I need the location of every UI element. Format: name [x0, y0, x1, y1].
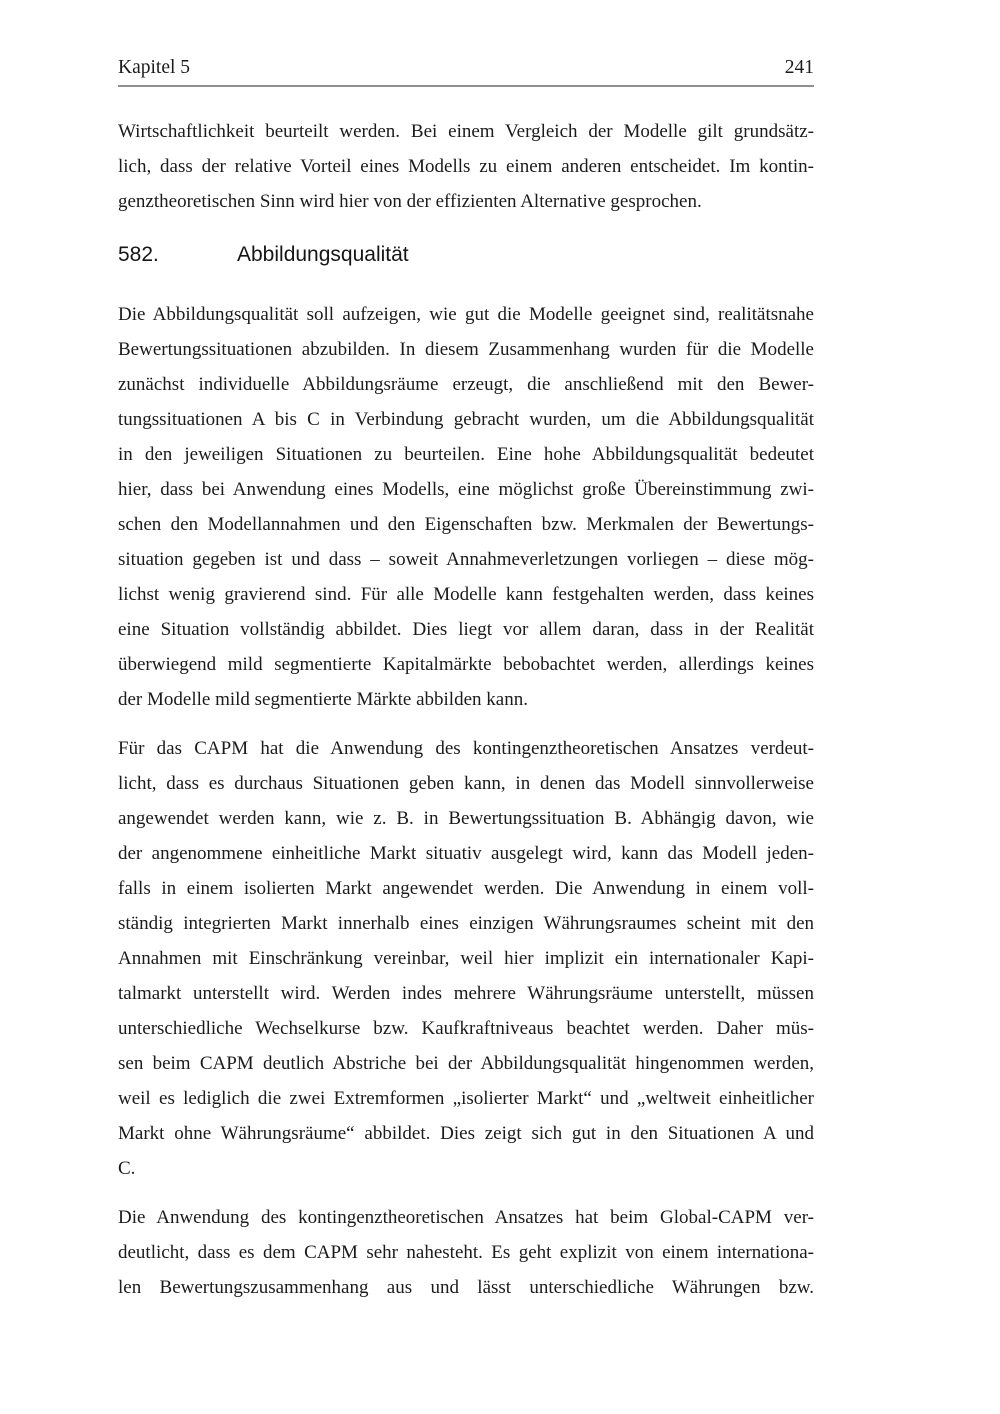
- text-line: Die Anwendung des kontingenztheoretischen Ansatzes hat beim Global-CAPM ver-: [118, 1207, 814, 1228]
- text-line: zunächst individuelle Abbildungsräume erzeugt, die anschließend mit den Bewer-: [118, 374, 814, 395]
- running-header: [118, 58, 814, 87]
- text-line: Markt ohne Währungsräume“ abbildet. Dies zeigt sich gut in den Situationen A und: [118, 1123, 814, 1144]
- section-number: 582.: [118, 243, 159, 266]
- text-line: hier, dass bei Anwendung eines Modells, eine möglichst große Übereinstimmung zwi-: [118, 479, 814, 500]
- text-line: unterschiedliche Wechselkurse bzw. Kaufkraftniveaus beachtet werden. Daher müs-: [118, 1018, 814, 1039]
- text-line: in den jeweiligen Situationen zu beurteilen. Eine hohe Abbildungsqualität bedeutet: [118, 444, 814, 465]
- paragraph: [118, 114, 814, 219]
- text-line: deutlicht, dass es dem CAPM sehr nahesteht. Es geht explizit von einem internationa-: [118, 1242, 814, 1263]
- text-line: Für das CAPM hat die Anwendung des kontingenztheoretischen Ansatzes verdeut-: [118, 738, 814, 759]
- text-line: len Bewertungszusammenhang aus und lässt unterschiedliche Währungen bzw.: [118, 1277, 814, 1298]
- section-heading: [118, 241, 814, 269]
- text-line: der Modelle mild segmentierte Märkte abbilden kann.: [118, 689, 528, 710]
- text-line: licht, dass es durchaus Situationen geben kann, in denen das Modell sinnvollerweise: [118, 773, 814, 794]
- section-body: [118, 297, 814, 1305]
- text-line: sen beim CAPM deutlich Abstriche bei der Abbildungsqualität hingenommen werden,: [118, 1053, 814, 1074]
- paragraph: [118, 731, 814, 1186]
- text-line: angewendet werden kann, wie z. B. in Bewertungssituation B. Abhängig davon, wie: [118, 808, 814, 829]
- text-line: der angenommene einheitliche Markt situativ ausgelegt wird, kann das Modell jeden-: [118, 843, 814, 864]
- text-line: lich, dass der relative Vorteil eines Modells zu einem anderen entscheidet. Im kontin-: [118, 156, 814, 177]
- text-line: Die Abbildungsqualität soll aufzeigen, wie gut die Modelle geeignet sind, realitätsnahe: [118, 304, 814, 325]
- text-line: Wirtschaftlichkeit beurteilt werden. Bei einem Vergleich der Modelle gilt grundsätz-: [118, 121, 814, 142]
- text-line: talmarkt unterstellt wird. Werden indes mehrere Währungsräume unterstellt, müssen: [118, 983, 814, 1004]
- text-line: überwiegend mild segmentierte Kapitalmärkte bebobachtet werden, allerdings keines: [118, 654, 814, 675]
- text-line: schen den Modellannahmen und den Eigenschaften bzw. Merkmalen der Bewertungs-: [118, 514, 814, 535]
- text-line: ständig integrierten Markt innerhalb eines einzigen Währungsraumes scheint mit den: [118, 913, 814, 934]
- header-page-number: 241: [784, 57, 814, 78]
- paragraph: [118, 297, 814, 717]
- text-line: tungssituationen A bis C in Verbindung gebracht wurden, um die Abbildungsqualität: [118, 409, 814, 430]
- text-line: falls in einem isolierten Markt angewendet werden. Die Anwendung in einem voll-: [118, 878, 814, 899]
- text-line: situation gegeben ist und dass – soweit Annahmeverletzungen vorliegen – diese mög-: [118, 549, 814, 570]
- text-line: Annahmen mit Einschränkung vereinbar, weil hier implizit ein internationaler Kapi-: [118, 948, 814, 969]
- text-line: genztheoretischen Sinn wird hier von der effizienten Alternative gesprochen.: [118, 191, 702, 212]
- text-line: Bewertungssituationen abzubilden. In diesem Zusammenhang wurden für die Modelle: [118, 339, 814, 360]
- text-line: eine Situation vollständig abbildet. Dies liegt vor allem daran, dass in der Realität: [118, 619, 814, 640]
- text-line: lichst wenig gravierend sind. Für alle Modelle kann festgehalten werden, dass keines: [118, 584, 814, 605]
- text-line: weil es lediglich die zwei Extremformen „isolierter Markt“ und „weltweit einheitlicher: [118, 1088, 814, 1109]
- paragraph: [118, 1200, 814, 1305]
- section-title: Abbildungsqualität: [237, 243, 409, 266]
- text-line: C.: [118, 1158, 136, 1179]
- page-content: [118, 0, 814, 1305]
- header-chapter-label: Kapitel 5: [118, 57, 191, 78]
